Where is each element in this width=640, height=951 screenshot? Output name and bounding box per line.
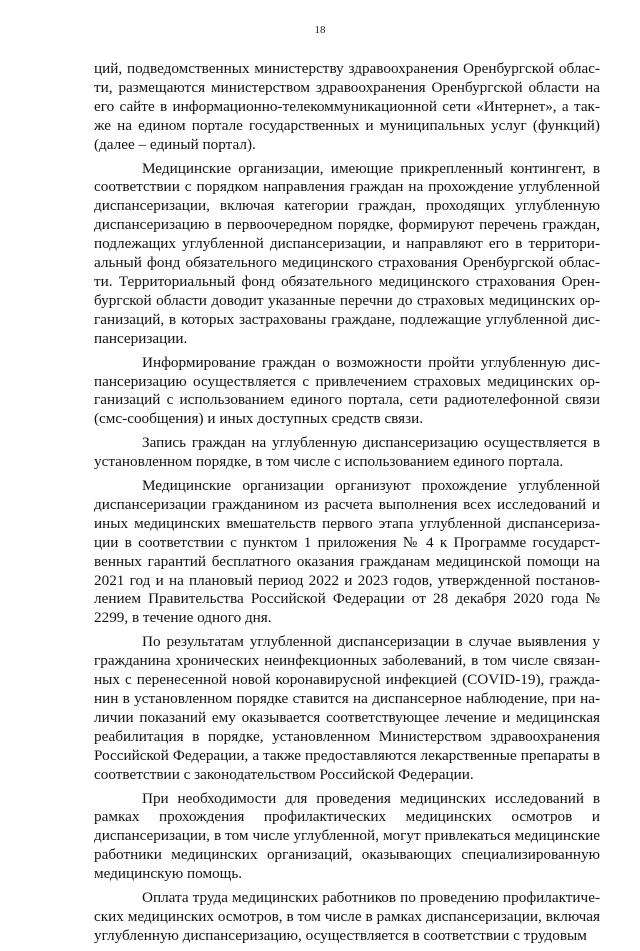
paragraph-informing-citizens: Информирование граждан о возможности пройти углубленную диспансеризацию осуществляется с привлечением страховых медицинских организаций с использованием единого портала, сети радиотелефонной связи (смс-сообщения) и иных доступных средств связи.: [94, 353, 600, 428]
body-text: [94, 60, 600, 951]
paragraph-continuation: ций, подведомственных министерству здравоохранения Оренбургской области, размещаются министерством здравоохранения Оренбургской области на его сайте в информационно-телекоммуникационной сети «Интернет», а также на едином портале государственных и муниципальных услуг (функций) (далее – единый портал).: [94, 60, 600, 153]
paragraph-results: По результатам углубленной диспансеризации в случае выявления у гражданина хронических неинфекционных заболеваний, в том числе связанных с перенесенной новой коронавирусной инфекцией (COVID-19), гражданин в установленном порядке ставится на диспансерное наблюдение, при наличии показаний ему оказывается соответствующее лечение и медицинская реабилитация в порядке, установленном Министерством здравоохранения Российской Федерации, а также предоставляются лекарственные препараты в соответствии с законодательством Российской Федерации.: [94, 633, 600, 783]
paragraph-payment: Оплата труда медицинских работников по проведению профилактических медицинских осмотров, в том числе в рамках диспансеризации, включая углубленную диспансеризацию, осуществляется в соответствии с трудовым: [94, 889, 600, 944]
paragraph-specialists: При необходимости для проведения медицинских исследований в рамках прохождения профилактических медицинских осмотров и диспансеризации, в том числе углубленной, могут привлекаться медицинские работники медицинских организаций, оказывающих специализированную медицинскую помощь.: [94, 789, 600, 883]
paragraph-one-day-completion: Медицинские организации организуют прохождение углубленной диспансеризации гражданином из расчета выполнения всех исследований и иных медицинских вмешательств первого этапа углубленной диспансеризации в соответствии с пунктом 1 приложения № 4 к Программе государственных гарантий бесплатного оказания гражданам медицинской помощи на 2021 год и на плановый период 2022 и 2023 годов, утвержденной постановлением Правительства Российской Федерации от 28 декабря 2020 года № 2299, в течение одного дня.: [94, 477, 600, 627]
paragraph-registration: Запись граждан на углубленную диспансеризацию осуществляется в установленном порядке, в том числе с использованием единого портала.: [94, 434, 600, 471]
page-number: 18: [314, 24, 326, 36]
paragraph-medical-organizations: Медицинские организации, имеющие прикрепленный контингент, в соответствии с порядком направления граждан на прохождение углубленной диспансеризации, включая категории граждан, проходящих углубленную диспансеризацию в первоочередном порядке, формируют перечень граждан, подлежащих углубленной диспансеризации, и направляют его в территориальный фонд обязательного медицинского страхования Оренбургской области. Территориальный фонд обязательного медицинского страхования Оренбургской области доводит указанные перечни до страховых медицинских организаций, в которых застрахованы граждане, подлежащие углубленной диспансеризации.: [94, 159, 600, 347]
